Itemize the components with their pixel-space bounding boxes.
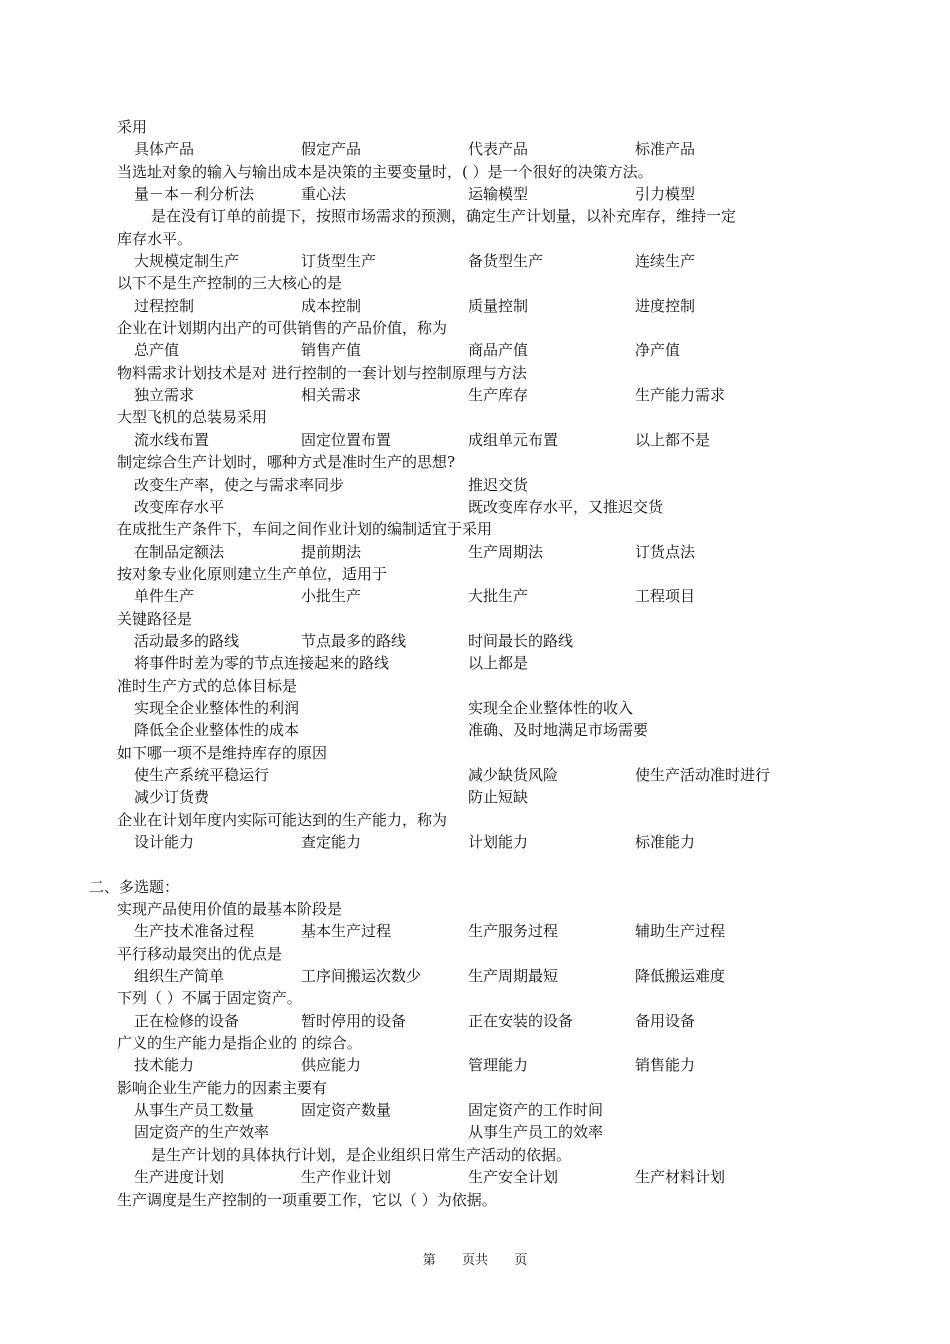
option-a: 实现全企业整体性的利润 bbox=[134, 698, 300, 717]
option-d: 订货点法 bbox=[635, 542, 696, 561]
question-text: 下列（ ）不属于固定资产。 bbox=[117, 989, 302, 1008]
question-text: 是生产计划的具体执行计划，是企业组织日常生产活动的依据。 bbox=[151, 1145, 572, 1164]
option-c: 商品产值 bbox=[468, 341, 529, 360]
option-c: 生产周期法 bbox=[468, 542, 544, 561]
option-a: 固定资产的生产效率 bbox=[134, 1123, 270, 1142]
option-row bbox=[117, 920, 837, 942]
option-a: 单件生产 bbox=[134, 587, 195, 606]
question-text: 广义的生产能力是指企业的 的综合。 bbox=[117, 1034, 362, 1053]
option-b: 相关需求 bbox=[301, 386, 362, 405]
option-c: 正在安装的设备 bbox=[468, 1011, 574, 1030]
question-text: 企业在计划期内出产的可供销售的产品价值，称为 bbox=[117, 319, 448, 338]
option-a: 生产技术准备过程 bbox=[134, 922, 255, 941]
option-c: 准确、及时地满足市场需要 bbox=[468, 721, 649, 740]
question-text: 制定综合生产计划时，哪种方式是准时生产的思想? bbox=[117, 453, 456, 472]
option-c: 固定资产的工作时间 bbox=[468, 1101, 604, 1120]
option-c: 推迟交货 bbox=[468, 475, 529, 494]
option-c: 从事生产员工的效率 bbox=[468, 1123, 604, 1142]
option-d: 标准能力 bbox=[635, 833, 696, 851]
option-b: 供应能力 bbox=[301, 1056, 362, 1075]
option-row bbox=[117, 831, 837, 853]
question-text: 当选址对象的输入与输出成本是决策的主要变量时，( ）是一个很好的决策方法。 bbox=[117, 162, 653, 181]
option-d: 辅助生产过程 bbox=[635, 922, 726, 941]
option-c: 计划能力 bbox=[468, 833, 529, 851]
section-gap bbox=[117, 853, 837, 875]
option-row bbox=[117, 429, 837, 451]
section-title: 二、多选题： bbox=[89, 877, 180, 896]
option-row bbox=[117, 719, 837, 741]
footer-total-label: 页共 bbox=[461, 1253, 488, 1268]
option-row bbox=[117, 1166, 837, 1188]
question-text: 准时生产方式的总体目标是 bbox=[117, 676, 298, 695]
option-a: 降低全企业整体性的成本 bbox=[134, 721, 300, 740]
page-footer bbox=[0, 1249, 950, 1268]
question-text: 是在没有订单的前提下，按照市场需求的预测，确定生产计划量，以补充库存，维持一定 bbox=[151, 207, 737, 226]
option-a: 将事件时差为零的节点连接起来的路线 bbox=[134, 654, 390, 673]
option-row bbox=[117, 295, 837, 317]
option-row bbox=[117, 1054, 837, 1076]
option-b: 成本控制 bbox=[301, 296, 362, 315]
option-c: 生产服务过程 bbox=[468, 922, 559, 941]
option-a: 独立需求 bbox=[134, 386, 195, 405]
option-a: 总产值 bbox=[134, 341, 180, 360]
option-d: 生产材料计划 bbox=[635, 1168, 726, 1187]
option-d: 引力模型 bbox=[635, 185, 696, 204]
option-d: 以上都不是 bbox=[635, 430, 711, 449]
option-a: 流水线布置 bbox=[134, 430, 210, 449]
option-row bbox=[117, 630, 837, 652]
option-row bbox=[117, 339, 837, 361]
option-c: 减少缺货风险 bbox=[468, 765, 559, 784]
question-text: 企业在计划年度内实际可能达到的生产能力，称为 bbox=[117, 810, 448, 829]
option-row bbox=[117, 697, 837, 719]
question-text-continued: 库存水平。 bbox=[117, 229, 193, 248]
option-row bbox=[117, 764, 837, 786]
option-a: 设计能力 bbox=[134, 833, 195, 851]
option-b: 小批生产 bbox=[301, 587, 362, 606]
question-text: 采用 bbox=[117, 118, 148, 136]
option-a: 在制品定额法 bbox=[134, 542, 225, 561]
question-text: 按对象专业化原则建立生产单位，适用于 bbox=[117, 564, 388, 583]
option-d: 备用设备 bbox=[635, 1011, 696, 1030]
option-d: 标准产品 bbox=[635, 140, 696, 159]
option-a: 大规模定制生产 bbox=[134, 252, 240, 271]
question-text: 实现产品使用价值的最基本阶段是 bbox=[117, 900, 343, 919]
option-c: 备货型生产 bbox=[468, 252, 544, 271]
option-d: 使生产活动准时进行 bbox=[635, 765, 771, 784]
option-c: 生产安全计划 bbox=[468, 1168, 559, 1187]
option-a: 改变库存水平 bbox=[134, 497, 225, 516]
option-d: 连续生产 bbox=[635, 252, 696, 271]
option-row bbox=[117, 1121, 837, 1143]
footer-page-label: 第 bbox=[422, 1253, 436, 1268]
question-text: 平行移动最突出的优点是 bbox=[117, 944, 283, 963]
question-text: 在成批生产条件下，车间之间作业计划的编制适宜于采用 bbox=[117, 520, 493, 539]
question-text: 大型飞机的总装易采用 bbox=[117, 408, 268, 427]
option-d: 销售能力 bbox=[635, 1056, 696, 1075]
option-b: 节点最多的路线 bbox=[301, 631, 407, 650]
option-row bbox=[117, 786, 837, 808]
option-b: 销售产值 bbox=[301, 341, 362, 360]
option-c: 大批生产 bbox=[468, 587, 529, 606]
question-text: 影响企业生产能力的因素主要有 bbox=[117, 1078, 328, 1097]
option-b: 固定位置布置 bbox=[301, 430, 392, 449]
option-row bbox=[117, 652, 837, 674]
option-b: 基本生产过程 bbox=[301, 922, 392, 941]
option-b: 固定资产数量 bbox=[301, 1101, 392, 1120]
option-b: 工序间搬运次数少 bbox=[301, 967, 422, 986]
option-a: 活动最多的路线 bbox=[134, 631, 240, 650]
option-row bbox=[117, 1099, 837, 1121]
option-row bbox=[117, 1010, 837, 1032]
option-b: 假定产品 bbox=[301, 140, 362, 159]
option-a: 从事生产员工数量 bbox=[134, 1101, 255, 1120]
option-d: 降低搬运难度 bbox=[635, 967, 726, 986]
option-a: 生产进度计划 bbox=[134, 1168, 225, 1187]
option-d: 进度控制 bbox=[635, 296, 696, 315]
question-text: 物料需求计划技术是对 进行控制的一套计划与控制原理与方法 bbox=[117, 363, 527, 382]
option-d: 净产值 bbox=[635, 341, 681, 360]
option-c: 代表产品 bbox=[468, 140, 529, 159]
option-row bbox=[117, 585, 837, 607]
page-content bbox=[89, 116, 837, 1211]
option-c: 运输模型 bbox=[468, 185, 529, 204]
option-b: 暂时停用的设备 bbox=[301, 1011, 407, 1030]
option-b: 订货型生产 bbox=[301, 252, 377, 271]
option-c: 实现全企业整体性的收入 bbox=[468, 698, 634, 717]
option-a: 具体产品 bbox=[134, 140, 195, 159]
option-a: 过程控制 bbox=[134, 296, 195, 315]
option-c: 管理能力 bbox=[468, 1056, 529, 1075]
option-c: 生产库存 bbox=[468, 386, 529, 405]
option-b: 提前期法 bbox=[301, 542, 362, 561]
option-c: 成组单元布置 bbox=[468, 430, 559, 449]
option-row bbox=[117, 250, 837, 272]
option-row bbox=[117, 183, 837, 205]
footer-end-label: 页 bbox=[514, 1253, 528, 1268]
question-text: 如下哪一项不是维持库存的原因 bbox=[117, 743, 328, 762]
option-b: 重心法 bbox=[301, 185, 347, 204]
option-c: 以上都是 bbox=[468, 654, 529, 673]
option-c: 既改变库存水平，又推迟交货 bbox=[468, 497, 664, 516]
option-b: 生产作业计划 bbox=[301, 1168, 392, 1187]
question-text: 以下不是生产控制的三大核心的是 bbox=[117, 274, 343, 293]
option-c: 生产周期最短 bbox=[468, 967, 559, 986]
option-a: 减少订货费 bbox=[134, 788, 210, 807]
option-c: 防止短缺 bbox=[468, 788, 529, 807]
option-row bbox=[117, 138, 837, 160]
option-a: 量－本－利分析法 bbox=[134, 185, 255, 204]
option-row bbox=[117, 965, 837, 987]
option-a: 技术能力 bbox=[134, 1056, 195, 1075]
option-a: 使生产系统平稳运行 bbox=[134, 765, 270, 784]
option-a: 组织生产简单 bbox=[134, 967, 225, 986]
question-text: 关键路径是 bbox=[117, 609, 193, 628]
option-b: 查定能力 bbox=[301, 833, 362, 851]
option-d: 生产能力需求 bbox=[635, 386, 726, 405]
option-a: 改变生产率，使之与需求率同步 bbox=[134, 475, 345, 494]
question-text: 生产调度是生产控制的一项重要工作，它以（ ）为依据。 bbox=[117, 1190, 497, 1209]
option-row bbox=[117, 496, 837, 518]
option-row bbox=[117, 474, 837, 496]
option-a: 正在检修的设备 bbox=[134, 1011, 240, 1030]
option-c: 时间最长的路线 bbox=[468, 631, 574, 650]
option-c: 质量控制 bbox=[468, 296, 529, 315]
option-row bbox=[117, 541, 837, 563]
option-row bbox=[117, 384, 837, 406]
option-d: 工程项目 bbox=[635, 587, 696, 606]
